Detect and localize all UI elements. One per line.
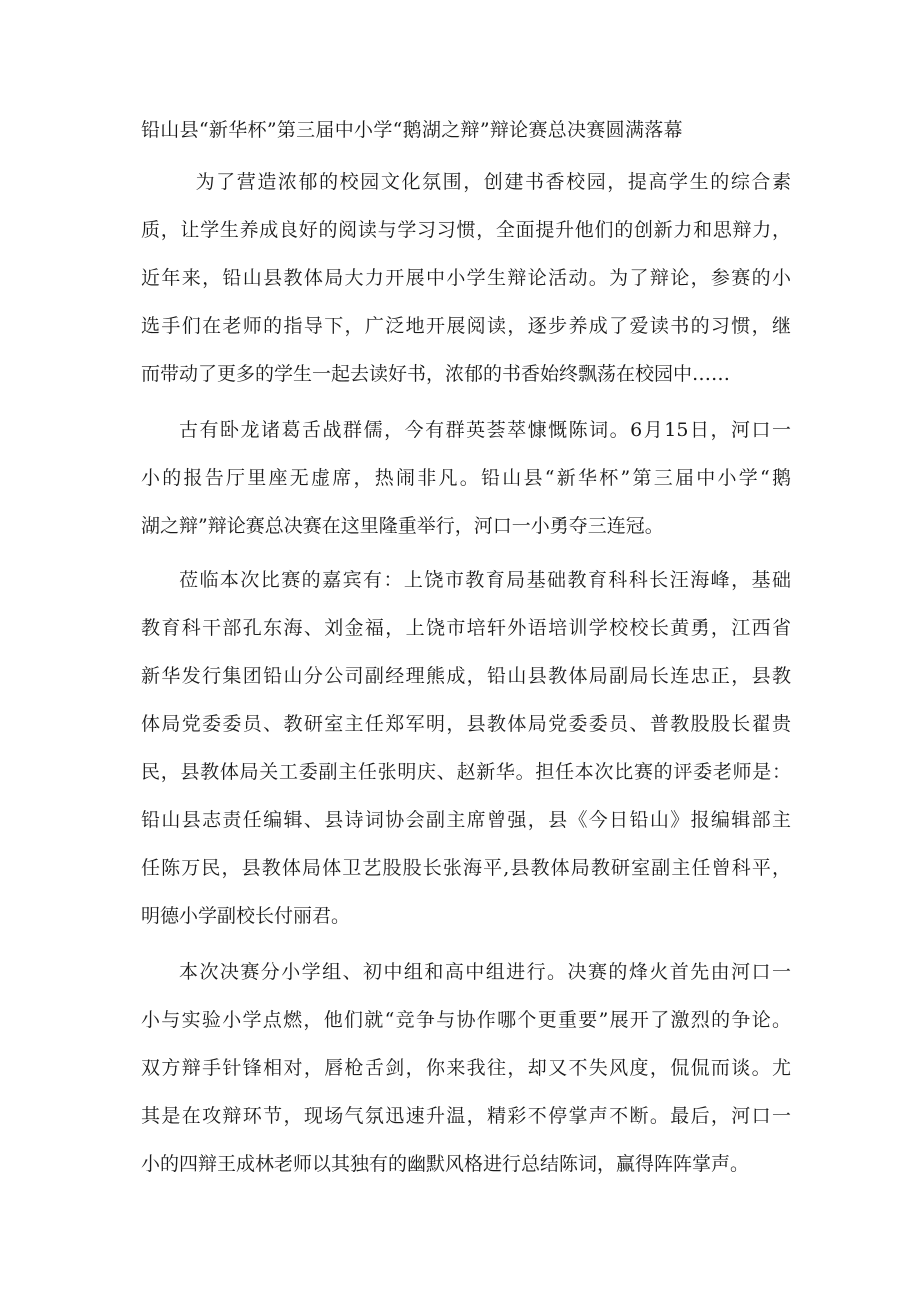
paragraph-1-line-4: 选手们在老师的指导下，广泛地开展阅读，逐步养成了爱读书的习惯，继 [141, 315, 791, 337]
paragraph-3-line-3: 新华发行集团铅山分公司副经理熊成，铅山县教体局副局长连忠正，县教 [141, 665, 791, 687]
paragraph-3-line-7: 任陈万民，县教体局体卫艺股股长张海平,县教体局教研室副主任曾科平， [141, 857, 791, 879]
paragraph-3-line-6: 铅山县志责任编辑、县诗词协会副主席曾强，县《今日铅山》报编辑部主 [141, 809, 791, 831]
paragraph-2-line-2: 小的报告厅里座无虚席，热闹非凡。铅山县“新华杯”第三届中小学“鹅 [141, 467, 791, 489]
paragraph-3-line-4: 体局党委委员、教研室主任郑军明，县教体局党委委员、普教股股长翟贵 [141, 713, 791, 735]
paragraph-1-line-2: 质，让学生养成良好的阅读与学习习惯，全面提升他们的创新力和思辩力， [141, 219, 791, 241]
paragraph-4-line-3: 双方辩手针锋相对，唇枪舌剑，你来我往，却又不失风度，侃侃而谈。尤 [141, 1057, 791, 1079]
paragraph-1-line-1: 为了营造浓郁的校园文化氛围，创建书香校园，提高学生的综合素 [175, 171, 791, 193]
paragraph-1-line-5: 而带动了更多的学生一起去读好书，浓郁的书香始终飘荡在校园中…… [141, 363, 731, 385]
paragraph-3-line-1: 莅临本次比赛的嘉宾有：上饶市教育局基础教育科科长汪海峰，基础 [179, 569, 791, 591]
paragraph-2-line-3: 湖之辩”辩论赛总决赛在这里隆重举行，河口一小勇夺三连冠。 [141, 515, 664, 537]
paragraph-3-line-8: 明德小学副校长付丽君。 [141, 905, 351, 927]
paragraph-4-line-4: 其是在攻辩环节，现场气氛迅速升温，精彩不停掌声不断。最后，河口一 [141, 1105, 791, 1127]
paragraph-3-line-2: 教育科干部孔东海、刘金福，上饶市培轩外语培训学校校长黄勇，江西省 [141, 617, 791, 639]
paragraph-2-line-1: 古有卧龙诸葛舌战群儒，今有群英荟萃慷慨陈词。6月15日，河口一 [179, 419, 791, 441]
paragraph-1-line-3: 近年来，铅山县教体局大力开展中小学生辩论活动。为了辩论，参赛的小 [141, 267, 791, 289]
paragraph-4-line-1: 本次决赛分小学组、初中组和高中组进行。决赛的烽火首先由河口一 [179, 961, 791, 983]
paragraph-3-line-5: 民，县教体局关工委副主任张明庆、赵新华。担任本次比赛的评委老师是： [141, 761, 791, 783]
paragraph-4-line-2: 小与实验小学点燃，他们就“竞争与协作哪个更重要”展开了激烈的争论。 [141, 1009, 791, 1031]
paragraph-4-line-5: 小的四辩王成林老师以其独有的幽默风格进行总结陈词，赢得阵阵掌声。 [141, 1153, 750, 1175]
document-title: 铅山县“新华杯”第三届中小学“鹅湖之辩”辩论赛总决赛圆满落幕 [141, 119, 683, 141]
